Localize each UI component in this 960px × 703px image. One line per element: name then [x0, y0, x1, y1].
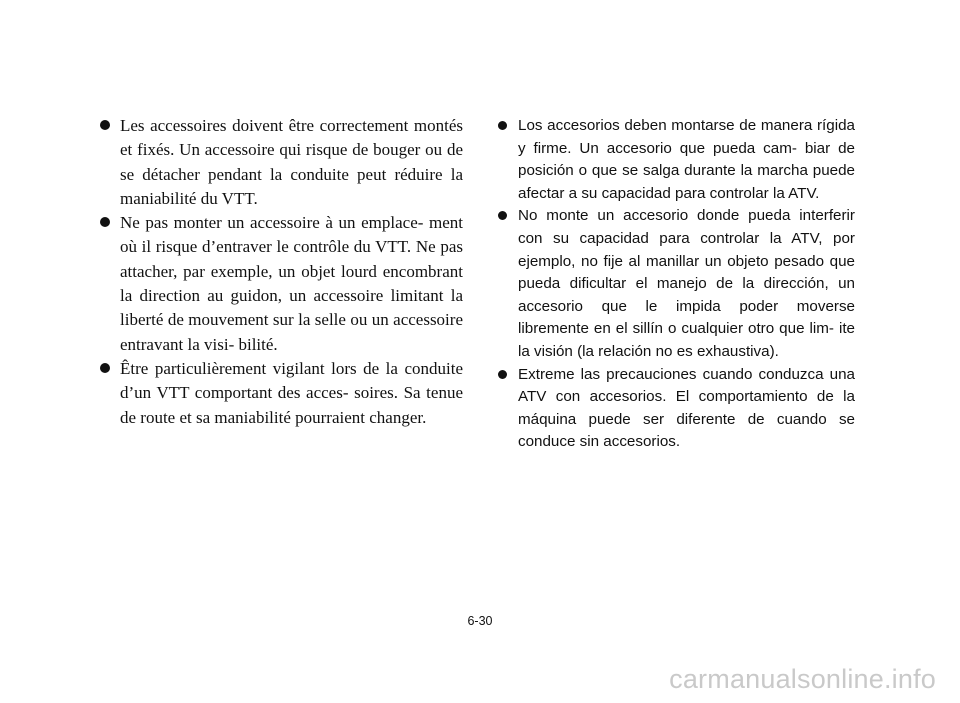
list-item	[99, 211, 463, 357]
list-item-text: Les accessoires doivent être correctement montés et fixés. Un accessoire qui risque de bouger ou de se détacher pendant la conduite peut réduire la maniabilité du VTT.	[120, 116, 463, 208]
list-item-text: Extreme las precauciones cuando conduzca una ATV con accesorios. El comportamiento de la máquina puede ser diferente de cuando se conduce sin accesorios.	[518, 365, 855, 451]
bullet-icon	[498, 211, 507, 220]
spanish-bullet-list	[497, 115, 855, 454]
list-item-text: No monte un accesorio donde pueda interferir con su capacidad para controlar la ATV, por ejemplo, no fije al manillar un objeto pesado que pueda dificultar el manejo de la dirección, un accesorio que le impida poder moverse libremente en el sillín o cualquier otro que lim- ite la visión (la relación no es exhaustiva).	[518, 207, 855, 360]
spanish-column	[497, 115, 855, 454]
list-item	[99, 114, 463, 211]
french-bullet-list	[99, 114, 463, 430]
list-item-text: Ne pas monter un accessoire à un emplace- ment où il risque d’entraver le contrôle du VTT. Ne pas attacher, par exemple, un objet lourd encombrant la direction au guidon, un accessoire limitant la liberté de mouvement sur la selle ou un accessoire entravant la visi- bilité.	[120, 213, 463, 354]
french-column	[99, 114, 463, 430]
list-item	[497, 205, 855, 363]
watermark: carmanualsonline.info	[669, 664, 936, 694]
bullet-icon	[498, 121, 507, 130]
bullet-icon	[100, 217, 110, 227]
list-item	[99, 357, 463, 430]
bullet-icon	[100, 120, 110, 130]
list-item-text: Los accesorios deben montarse de manera rígida y firme. Un accesorio que pueda cam- biar de posición o que se salga durante la marcha puede afectar a su capacidad para controlar la ATV.	[518, 117, 855, 202]
list-item	[497, 364, 855, 454]
list-item-text: Être particulièrement vigilant lors de la conduite d’un VTT comportant des acces- soires. Sa tenue de route et sa maniabilité pourraient changer.	[120, 358, 463, 427]
bullet-icon	[100, 363, 110, 373]
list-item	[497, 115, 855, 205]
page-number: 6-30	[467, 614, 493, 628]
bullet-icon	[498, 370, 507, 379]
